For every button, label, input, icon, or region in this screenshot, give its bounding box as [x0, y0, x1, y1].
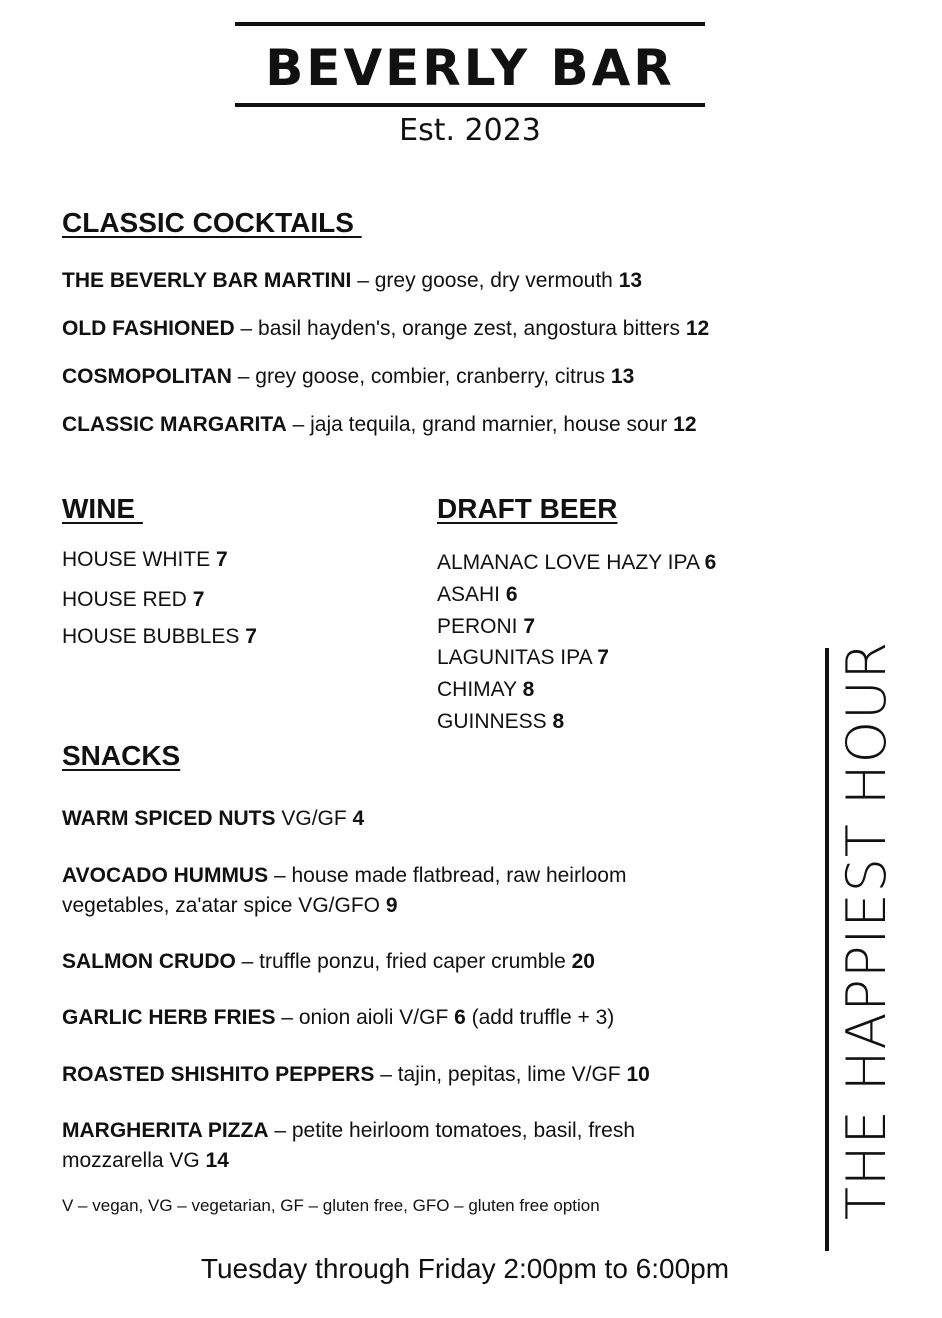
wine-price: 7: [245, 625, 257, 648]
beer-item: [437, 676, 534, 704]
beer-price: 8: [552, 710, 565, 733]
snack-price: 20: [571, 950, 595, 973]
cocktails-heading: CLASSIC COCKTAILS: [62, 207, 362, 238]
dietary-legend: V – vegan, VG – vegetarian, GF – gluten free, GFO – gluten free option: [62, 1196, 600, 1215]
cocktail-item: [62, 362, 634, 392]
happy-hour-times: Tuesday through Friday 2:00pm to 6:00pm: [200, 1253, 730, 1284]
cocktail-price: 12: [673, 413, 697, 436]
wine-heading: WINE: [62, 493, 143, 524]
established-year: Est. 2023: [399, 113, 541, 148]
snack-name: AVOCADO HUMMUS: [62, 864, 269, 887]
cocktail-description: – grey goose, combier, cranberry, citrus: [231, 365, 611, 388]
beer-name: GUINNESS: [437, 710, 553, 733]
cocktail-price: 13: [610, 365, 635, 388]
beer-item: [437, 708, 564, 736]
wine-price: 7: [216, 548, 228, 571]
snack-description: – tajin, pepitas, lime V/GF: [374, 1063, 627, 1086]
wine-name: HOUSE BUBBLES: [62, 625, 246, 648]
cocktail-item: [62, 314, 709, 344]
snack-name: ROASTED SHISHITO PEPPERS: [62, 1063, 375, 1086]
beer-price: 8: [522, 678, 535, 701]
beer-item: [437, 613, 535, 641]
beer-name: ALMANAC LOVE HAZY IPA: [437, 551, 705, 574]
beer-price: 7: [597, 646, 609, 669]
beer-name: PERONI: [437, 615, 524, 638]
wine-item: [62, 586, 204, 614]
cocktail-name: COSMOPOLITAN: [62, 365, 232, 388]
side-title-vertical: THE HAPPIEST HOUR: [835, 640, 898, 1220]
snack-price: 14: [205, 1149, 229, 1172]
snack-price: 4: [352, 807, 365, 830]
cocktail-description: – basil hayden's, orange zest, angostura bitters: [234, 317, 686, 340]
snack-price: 9: [385, 894, 398, 917]
snack-name: WARM SPICED NUTS: [62, 807, 276, 830]
snack-description: – petite heirloom tomatoes, basil, fresh mozzarella VG: [62, 1119, 635, 1172]
wine-name: HOUSE WHITE: [62, 548, 217, 571]
snack-price: 6: [454, 1006, 466, 1029]
wine-item: [62, 623, 257, 651]
cocktail-price: 12: [685, 317, 710, 340]
snack-item: [62, 861, 702, 921]
cocktail-description: – grey goose, dry vermouth: [351, 269, 619, 292]
snack-name: GARLIC HERB FRIES: [62, 1006, 276, 1029]
snack-description: – house made flatbread, raw heirloom vegetables, za'atar spice VG/GFO: [62, 864, 627, 917]
cocktail-name: CLASSIC MARGARITA: [62, 413, 287, 436]
cocktail-description: – jaja tequila, grand marnier, house sour: [286, 413, 674, 436]
snacks-heading: SNACKS: [62, 740, 181, 771]
snack-description: – truffle ponzu, fried caper crumble: [235, 950, 572, 973]
snack-name: MARGHERITA PIZZA: [62, 1119, 269, 1142]
cocktail-name: THE BEVERLY BAR MARTINI: [62, 269, 352, 292]
beer-price: 7: [523, 615, 536, 638]
snack-item: [62, 947, 752, 977]
header-bottom-rule: [235, 103, 705, 107]
side-vertical-rule: [825, 648, 829, 1251]
beer-name: LAGUNITAS IPA: [437, 646, 598, 669]
wine-name: HOUSE RED: [62, 588, 193, 611]
beer-item: [437, 581, 518, 609]
cocktail-price: 13: [618, 269, 643, 292]
cocktail-item: [62, 410, 697, 440]
snack-price: 10: [626, 1063, 650, 1086]
cocktail-name: OLD FASHIONED: [62, 317, 235, 340]
wine-item: [62, 546, 228, 574]
beer-item: [437, 644, 609, 672]
beer-name: CHIMAY: [437, 678, 523, 701]
beer-item: [437, 549, 716, 577]
wine-price: 7: [192, 588, 205, 611]
snack-item: [62, 1003, 752, 1033]
snack-item: [62, 1116, 692, 1176]
snack-name: SALMON CRUDO: [62, 950, 236, 973]
draft-beer-heading: DRAFT BEER: [437, 493, 618, 524]
header-top-rule: [235, 22, 705, 26]
snack-item: [62, 1060, 752, 1090]
snack-addon: (add truffle + 3): [465, 1006, 615, 1029]
beer-name: ASAHI: [437, 583, 506, 606]
bar-name-title: BEVERLY BAR: [265, 39, 675, 97]
beer-price: 6: [704, 551, 717, 574]
cocktail-item: [62, 266, 642, 296]
snack-item: [62, 804, 752, 834]
beer-price: 6: [505, 583, 518, 606]
snack-description: – onion aioli V/GF: [275, 1006, 455, 1029]
snack-description: VG/GF: [275, 807, 353, 830]
